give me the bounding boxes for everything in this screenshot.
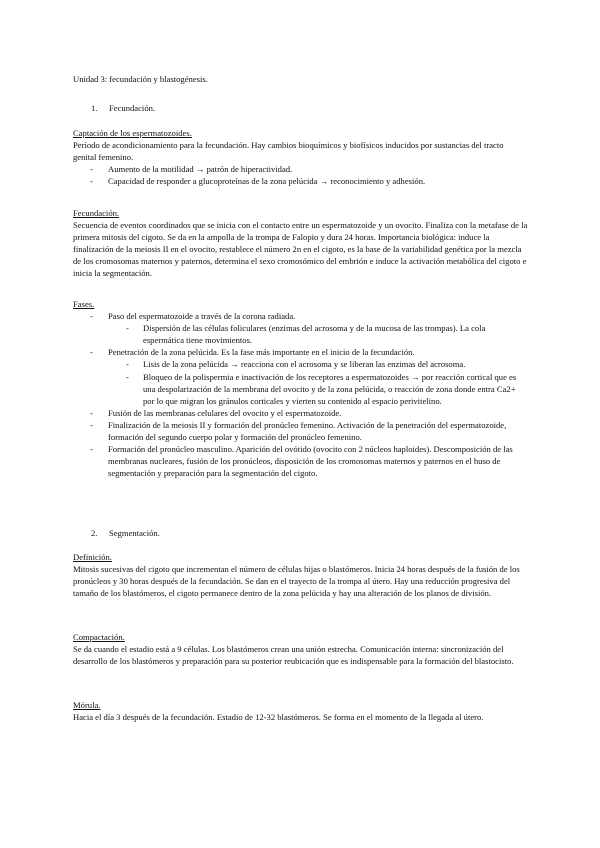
- bullet-dash: -: [126, 359, 129, 370]
- heading-number: 1.: [91, 103, 98, 113]
- heading-number: 2.: [91, 528, 98, 538]
- sub-list-item: [73, 322, 528, 346]
- bullet-list: [73, 163, 528, 187]
- heading-label: Fecundación.: [109, 103, 156, 113]
- list-item-text: Fusión de las membranas celulares del ovocito y el espermatozoide.: [108, 407, 342, 418]
- section-title: Captación de los espermatozoides.: [73, 128, 192, 138]
- sub-list: [108, 358, 528, 406]
- sub-list-item: [73, 358, 528, 370]
- section-compactacion: [73, 631, 528, 667]
- list-item: [73, 310, 528, 346]
- bullet-dash: -: [90, 347, 93, 358]
- bullet-dash: -: [126, 323, 129, 334]
- section-title: Fecundación.: [73, 208, 120, 218]
- list-item-text: Penetración de la zona pelúcida. Es la fase más importante en el inicio de la fecundación.: [108, 347, 415, 358]
- list-item: [73, 175, 528, 187]
- bullet-dash: -: [90, 419, 93, 430]
- section-text: Secuencia de eventos coordinados que se inicia con el contacto entre un espermatozoide y un ovocito. Finaliza con la metafase de la primera mitosis del cigoto. Se da en la ampolla de la trompa de Falopio y dura 24 horas. Importancia biológica: induce la finalización de la meiosis II en el ovocito, restablece el número 2n en el cigoto, es la base de la variabilidad genética por la mezcla de los cromosomas maternos y paternos, determina el sexo cromosómico del embrión e induce la activación metabólica del cigoto e inicia la segmentación.: [73, 220, 528, 279]
- bullet-dash: -: [90, 311, 93, 322]
- sub-list: [108, 322, 528, 346]
- bullet-dash: -: [126, 371, 129, 382]
- section-fases: [73, 298, 528, 479]
- list-item: [73, 407, 528, 419]
- section-fecundacion: [73, 207, 528, 280]
- section-title: Compactación.: [73, 632, 125, 642]
- section-text: Período de acondicionamiento para la fecundación. Hay cambios bioquímicos y biofísicos inducidos por sustancias del tracto genital femenino.: [73, 140, 504, 163]
- section-captacion: [73, 127, 528, 187]
- section-definicion: [73, 551, 528, 599]
- list-item-text: Finalización de la meiosis II y formación del pronúcleo femenino. Activación de la penetración del espermatozoide, formación del segundo cuerpo polar y formación del pronúcleo femenino.: [108, 419, 507, 443]
- bullet-dash: -: [90, 444, 93, 455]
- list-item: [73, 419, 528, 443]
- document-title: Unidad 3: fecundación y blastogénesis.: [73, 74, 208, 84]
- list-item: [73, 163, 528, 175]
- list-item: [73, 346, 528, 406]
- sub-list-item: [73, 371, 528, 407]
- list-item-text: Paso del espermatozoide a través de la corona radiada.: [108, 311, 296, 322]
- section-title: Definición.: [73, 552, 112, 562]
- heading-fecundacion: [91, 102, 155, 114]
- list-item-text: Formación del pronúcleo masculino. Aparición del ovótido (ovocito con 2 núcleos haploides). Descomposición de las membranas nucleares, fusión de los pronúcleos, disposición de los cromosomas maternos y paternos en el huso de segmentación y preparación para la segmentación del cigoto.: [108, 444, 513, 479]
- section-title: Mórula.: [73, 700, 101, 710]
- section-title: Fases.: [73, 299, 95, 309]
- list-item-text: Aumento de la motilidad → patrón de hiperactividad.: [108, 164, 293, 175]
- sub-list-item-text: Lisis de la zona pelúcida → reacciona con el acrosoma y se liberan las enzimas del acrosoma.: [143, 359, 466, 370]
- bullet-dash: -: [90, 407, 93, 418]
- list-item: [73, 443, 528, 479]
- bullet-dash: -: [90, 164, 93, 175]
- heading-label: Segmentación.: [109, 528, 160, 538]
- section-text: Mitosis sucesivas del cigoto que incrementan el número de células hijas o blastómeros. Inicia 24 horas después de la fusión de los pronúcleos y 30 horas después de la fecundación. Se dan en el trayecto de la trompa al útero. Hay una reducción progresiva del tamaño de los blastómeros, el cigoto permanece dentro de la zona pelúcida y hay una alteración de los planos de división.: [73, 564, 520, 599]
- section-text: Se da cuando el estadio está a 9 células. Los blastómeros crean una unión estrecha. Comunicación interna: sincronización del desarrollo de los blastómeros y preparación para su posterior reubicación que es indispensable para la formación del blastocisto.: [73, 644, 514, 667]
- bullet-dash: -: [90, 176, 93, 187]
- sub-list-item-text: Bloqueo de la polispermia e inactivación de los receptores a espermatozoides → por reacción cortical que es una despolarización de la membrana del ovocito y de la zona pelúcida, o reacción de zona donde entra Ca2+ por lo que migran los gránulos corticales y vierten su contenido al espacio perivitelino.: [143, 371, 517, 406]
- section-text: Hacia el día 3 después de la fecundación. Estadio de 12-32 blastómeros. Se forma en el momento de la llegada al útero.: [73, 712, 484, 723]
- list-item-text: Capacidad de responder a glucoproteínas de la zona pelúcida → reconocimiento y adhesión.: [108, 176, 426, 187]
- sub-list-item-text: Dispersión de las células foliculares (enzimas del acrosoma y de la mucosa de las trompas). La cola espermática tiene movimientos.: [143, 323, 486, 346]
- section-morula: [73, 699, 528, 723]
- bullet-list: [73, 310, 528, 479]
- heading-segmentacion: [91, 527, 160, 539]
